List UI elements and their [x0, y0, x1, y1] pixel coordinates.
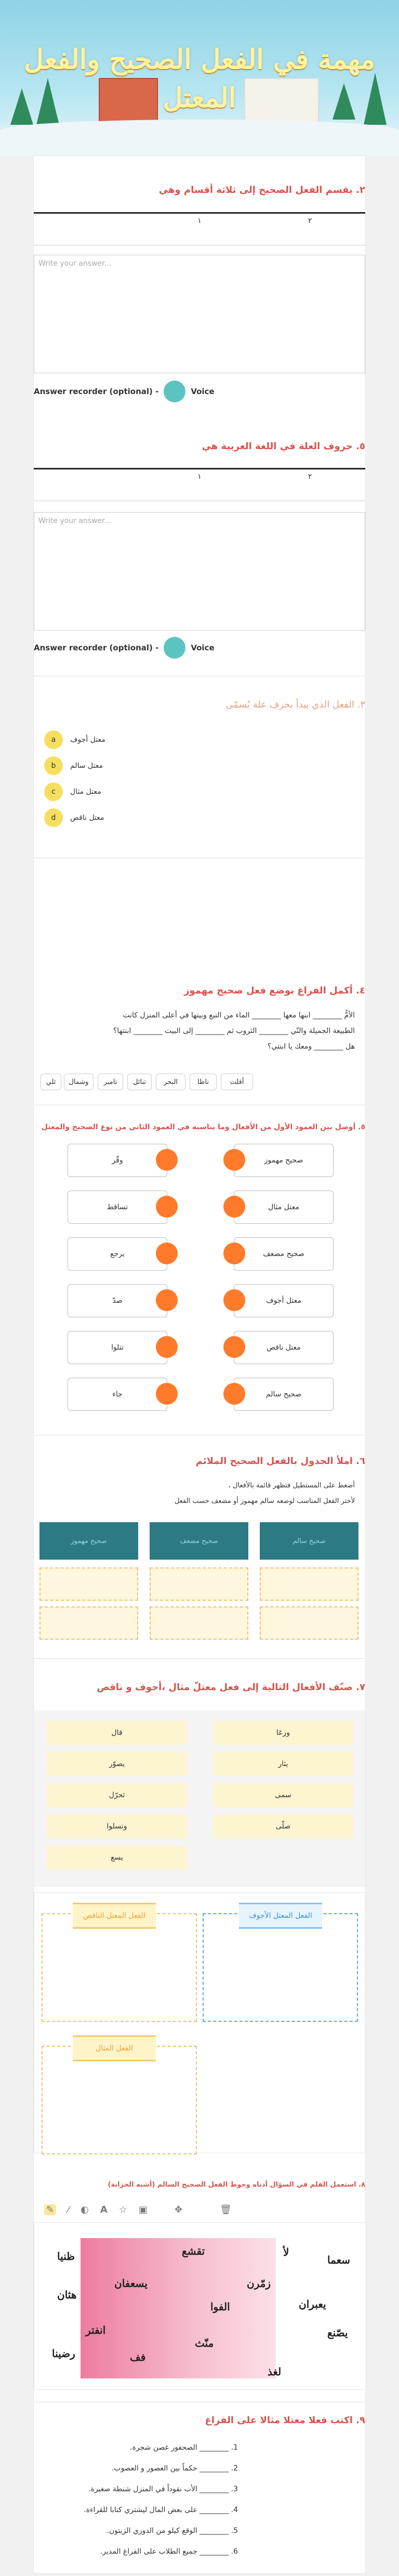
grid-word: الفوا — [210, 2300, 230, 2313]
grid-word: تقشع — [182, 2245, 205, 2257]
option-letter: c — [44, 782, 63, 801]
dropdown-cell[interactable] — [260, 1606, 358, 1640]
gap-text-line[interactable]: هل ________ ومعك يا ابنتي؟ — [267, 1042, 355, 1051]
move-icon[interactable]: ✥ — [174, 2204, 183, 2215]
grid-word: لأ — [283, 2246, 289, 2258]
option-letter: d — [44, 808, 63, 827]
match-right-item[interactable]: معتل ناقص — [234, 1331, 334, 1364]
match-connector-dot[interactable] — [156, 1289, 178, 1311]
fill-sentence[interactable]: 3. ________ الأب نقوداً في المنزل شنطة صغيرة. — [88, 2485, 238, 2493]
match-left-item[interactable]: يرجع — [68, 1237, 167, 1271]
drop-bin-hollow[interactable] — [203, 1913, 358, 2022]
match-right-item[interactable]: صحيح سالم — [234, 1378, 334, 1411]
word-chip[interactable]: وشمال — [64, 1074, 94, 1090]
instruction-line: أضغط على المستطيل فتظهر قائمة بالأفعال ، — [228, 1482, 355, 1489]
dropdown-cell[interactable] — [39, 1606, 138, 1640]
answer-table[interactable] — [34, 468, 365, 501]
table-header: ١ — [197, 217, 202, 225]
grid-word: زمّرن — [247, 2277, 271, 2290]
question-title: ٩. اكتب فعلا معتلا مثالا على الفراغ — [205, 2415, 365, 2426]
pencil-icon[interactable]: ✎ — [44, 2204, 56, 2215]
option-letter: a — [44, 730, 63, 749]
recorder-label: Answer recorder (optional) - — [34, 643, 159, 652]
table-header: ١ — [197, 473, 202, 481]
question-title: ٦. املأ الجدول بالفعل الصحيح الملائم — [195, 1456, 365, 1467]
bin-label: الفعل المعتل الأجوف — [239, 1903, 322, 1929]
match-connector-dot[interactable] — [156, 1383, 178, 1405]
grid-word: رضينا — [52, 2347, 75, 2360]
draggable-word[interactable]: ثحرّل — [47, 1783, 187, 1807]
question-title: ٥. حروف العلة في اللغة العربية هي — [202, 441, 365, 452]
grid-word: منّث — [195, 2337, 214, 2349]
answer-textarea[interactable]: Write your answer... — [34, 255, 365, 373]
match-connector-dot[interactable] — [223, 1383, 245, 1405]
fill-sentence[interactable]: 5. ________ الوقع كيلو من الدوري الزيتون. — [107, 2527, 238, 2535]
word-chip[interactable]: البحر — [156, 1074, 185, 1090]
fill-sentence[interactable]: 1. ________ الصحفور غصن شجرة. — [130, 2443, 238, 2452]
match-right-item[interactable]: صحيح مهموز — [234, 1144, 334, 1177]
match-right-item[interactable]: صحيح مضعف — [234, 1237, 334, 1271]
question-title: ٥. أوصل بين العمود الأول من الأفعال وما يناسبه في العمود الثاني من نوع الصحيح والمعتل — [41, 1123, 365, 1131]
grid-word: سعما — [327, 2254, 351, 2266]
match-connector-dot[interactable] — [223, 1149, 245, 1171]
star-icon[interactable]: ☆ — [118, 2204, 127, 2215]
record-voice-button[interactable] — [164, 637, 185, 659]
dropdown-cell[interactable] — [39, 1567, 138, 1601]
match-left-item[interactable]: جاء — [68, 1378, 167, 1411]
draggable-word[interactable]: صلّى — [213, 1814, 353, 1838]
draggable-word[interactable]: ورعَا — [213, 1721, 353, 1745]
grid-word: فف — [130, 2351, 146, 2363]
match-connector-dot[interactable] — [223, 1243, 245, 1264]
grid-word: يسعفان — [114, 2277, 148, 2290]
text-icon[interactable]: A — [100, 2204, 108, 2215]
dropdown-cell[interactable] — [150, 1567, 248, 1601]
match-left-item[interactable]: صدّ — [68, 1284, 167, 1317]
header-banner — [0, 0, 399, 156]
snow-ground — [0, 120, 399, 156]
fill-sentence[interactable]: 4. ________ على بعض المال ليشتري كتابا للقراءة. — [84, 2506, 238, 2514]
draggable-word[interactable]: سمى — [213, 1783, 353, 1807]
option-text: معتل أجوف — [70, 736, 105, 744]
answer-recorder — [34, 637, 215, 659]
drop-bin-assimilated[interactable] — [42, 2046, 197, 2154]
word-grid-background — [81, 2238, 276, 2378]
word-chip[interactable]: تامبر — [98, 1074, 123, 1090]
answer-table[interactable] — [34, 212, 365, 245]
column-header: صحيح مهموز — [39, 1522, 138, 1560]
match-right-item[interactable]: معتل مثال — [234, 1191, 334, 1224]
option-text: معتل ناقص — [70, 814, 104, 822]
word-chip[interactable]: أقلت — [221, 1074, 253, 1090]
fill-sentence[interactable]: 2. ________ حكماً بين العصور و العصوب. — [111, 2464, 238, 2473]
bin-label: الفعل المعتل الناقص — [73, 1903, 156, 1929]
grid-word: هثان — [57, 2289, 77, 2301]
fill-sentence[interactable]: 6. ________ جميع الطلاب على الفراغ المدير. — [100, 2547, 238, 2556]
word-chip[interactable]: ثلي — [41, 1074, 61, 1090]
match-connector-dot[interactable] — [223, 1196, 245, 1218]
answer-recorder — [34, 381, 215, 402]
option-c[interactable] — [44, 782, 101, 801]
word-chip[interactable]: ناظا — [190, 1074, 217, 1090]
image-icon[interactable]: ▣ — [138, 2204, 148, 2215]
match-left-item[interactable]: وقّر — [68, 1144, 167, 1177]
gap-text-line[interactable]: الطبيعة الجميلة والنّي ________ الثروب ثم ________ إلى البيت ________ ابنتها؟ — [113, 1027, 355, 1035]
question-title: ٤. أكمل الفراغ بوضع فعل صحيح مهموز — [184, 985, 365, 996]
divider — [34, 1658, 365, 1659]
word-chip[interactable]: تنائل — [127, 1074, 152, 1090]
option-d[interactable] — [44, 808, 104, 827]
question-title: ٣. الفعل الذي يبدأ بحرف علة يُسمّى — [225, 699, 365, 710]
match-left-item[interactable]: تتلوا — [68, 1331, 167, 1364]
dropdown-cell[interactable] — [150, 1606, 248, 1640]
grid-word: ظنيا — [57, 2250, 75, 2263]
match-connector-dot[interactable] — [223, 1289, 245, 1311]
table-header: ٢ — [308, 473, 312, 481]
option-b[interactable] — [44, 756, 103, 775]
grid-word: يعبران — [299, 2298, 326, 2310]
answer-textarea[interactable]: Write your answer... — [34, 512, 365, 631]
bin-label: الفعل المثال — [73, 2035, 156, 2061]
voice-label: Voice — [191, 643, 215, 652]
grid-word: انفتر — [86, 2324, 106, 2336]
option-a[interactable] — [44, 730, 105, 749]
recorder-label: Answer recorder (optional) - — [34, 387, 159, 396]
column-header: صحيح مضعف — [150, 1522, 248, 1560]
highlighter-icon[interactable]: ◐ — [81, 2204, 89, 2215]
table-header: ٢ — [308, 217, 312, 225]
voice-label: Voice — [191, 387, 215, 396]
draggable-word[interactable]: قال — [47, 1721, 187, 1745]
question-title: ٢. يقسم الفعل الصحيح إلى ثلاثة أقسام وهي — [158, 185, 365, 195]
draggable-word[interactable]: يسع — [47, 1846, 187, 1869]
instruction-line: لأختر الفعل المناسب لوضعه سالم مهموز أو مضعف حسب الفعل — [174, 1497, 355, 1505]
question-title: ٨. استعمل القلم في السؤال أدناه وحوط الفعل الصحيح السالم (أشبه الخزانة) — [108, 2181, 365, 2189]
gap-text-line[interactable]: الأمُّ ________ ابنها معها ________ الماء من النبع وبيتها في أعلى المنزل كانت — [123, 1011, 355, 1019]
table-header — [34, 214, 144, 245]
page-title: مهمة في الفعل الصحيح والفعل المعتل — [24, 44, 375, 114]
grid-word: لغذ — [268, 2365, 282, 2378]
option-text: معتل مثال — [70, 788, 101, 796]
draggable-word[interactable]: ونسلوا — [47, 1814, 187, 1838]
column-header: صحيح سالم — [260, 1522, 358, 1560]
dropdown-cell[interactable] — [260, 1567, 358, 1601]
draggable-word[interactable]: يثار — [213, 1752, 353, 1776]
drop-bin-defective[interactable] — [42, 1913, 197, 2022]
match-connector-dot[interactable] — [156, 1243, 178, 1264]
question-title: ٧. صنّف الأفعال التالية إلى فعل معتلّ مثال ،أجوف و ناقص — [97, 1682, 365, 1693]
table-header — [34, 469, 144, 501]
record-voice-button[interactable] — [164, 381, 185, 402]
option-letter: b — [44, 756, 63, 775]
grid-word: يصّنع — [327, 2326, 348, 2339]
pen-icon[interactable]: ⁄ — [68, 2204, 70, 2215]
match-left-item[interactable]: تساقط — [68, 1191, 167, 1224]
match-connector-dot[interactable] — [223, 1336, 245, 1358]
match-connector-dot[interactable] — [156, 1149, 178, 1171]
match-right-item[interactable]: معتل أجوف — [234, 1284, 334, 1317]
match-connector-dot[interactable] — [156, 1196, 178, 1218]
drawing-toolbar — [34, 2199, 365, 2220]
match-connector-dot[interactable] — [156, 1336, 178, 1358]
option-text: معتل سالم — [70, 762, 103, 770]
draggable-word[interactable]: يصوّر — [47, 1752, 187, 1776]
trash-icon[interactable]: 🗑 — [220, 2204, 232, 2215]
